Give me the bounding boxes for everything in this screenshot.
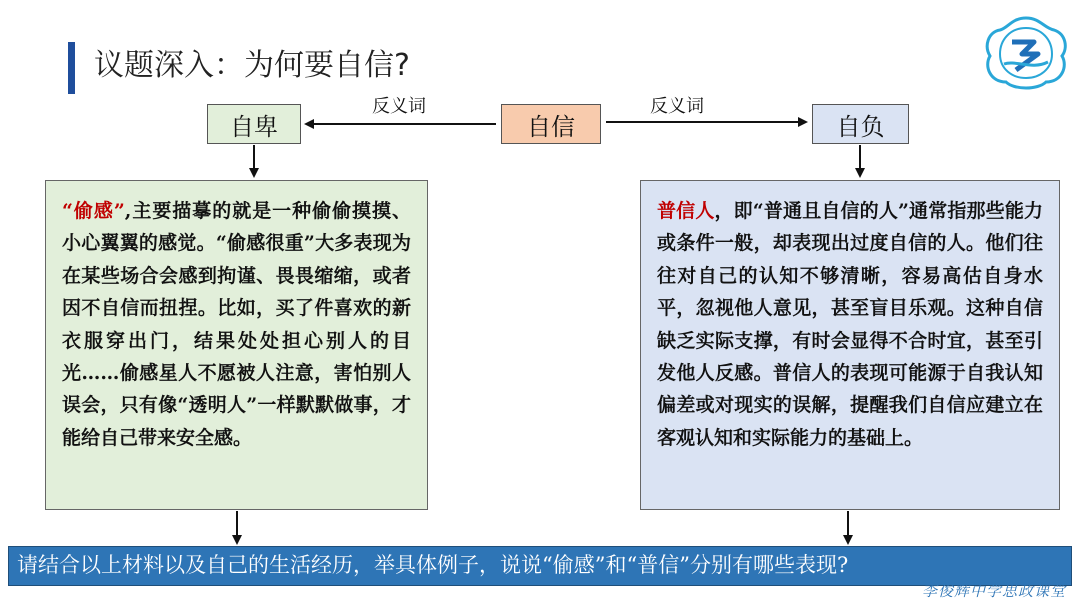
puxin-text: ，即“普通且自信的人”通常指那些能力或条件一般，却表现出过度自信的人。他们往往对自己的认知不够清晰，容易高估自身水平，忽视他人意见，甚至盲目乐观。这种自信缺乏实际支撑，有时会显得不合时宜，甚至引发他人反感。普信人的表现可能源于自我认知偏差或对现实的误解，提醒我们自信应建立在客观认知和实际能力的基础上。: [657, 200, 1043, 449]
antonym-label-left: 反义词: [372, 96, 426, 117]
tougan-text: ,主要描摹的就是一种偷偷摸摸、小心翼翼的感觉。“偷感很重”大多表现为在某些场合会感到拘谨、畏畏缩缩，或者因不自信而扭捏。比如，买了件喜欢的新衣服穿出门，结果处处担心别人的目光……偷感星人不愿被人注意，害怕别人误会，只有像“透明人”一样默默做事，才能给自己带来安全感。: [62, 200, 411, 449]
zixin-box: 自信: [501, 104, 601, 144]
zibei-box: 自卑: [207, 104, 301, 144]
page-title: 议题深入：为何要自信?: [94, 48, 410, 83]
puxin-highlight: 普信人: [657, 200, 715, 222]
zifu-box: 自负: [812, 104, 909, 144]
tougan-description-panel: [45, 180, 428, 510]
antonym-label-right: 反义词: [650, 96, 704, 117]
tougan-highlight: “偷感”: [62, 200, 125, 222]
puxin-description-panel: [640, 180, 1060, 510]
author-signature: 李俊辉中学思政课堂: [921, 582, 1066, 600]
discussion-question-banner: 请结合以上材料以及自己的生活经历，举具体例子，说说“偷感”和“普信”分别有哪些表现?: [8, 546, 1072, 586]
